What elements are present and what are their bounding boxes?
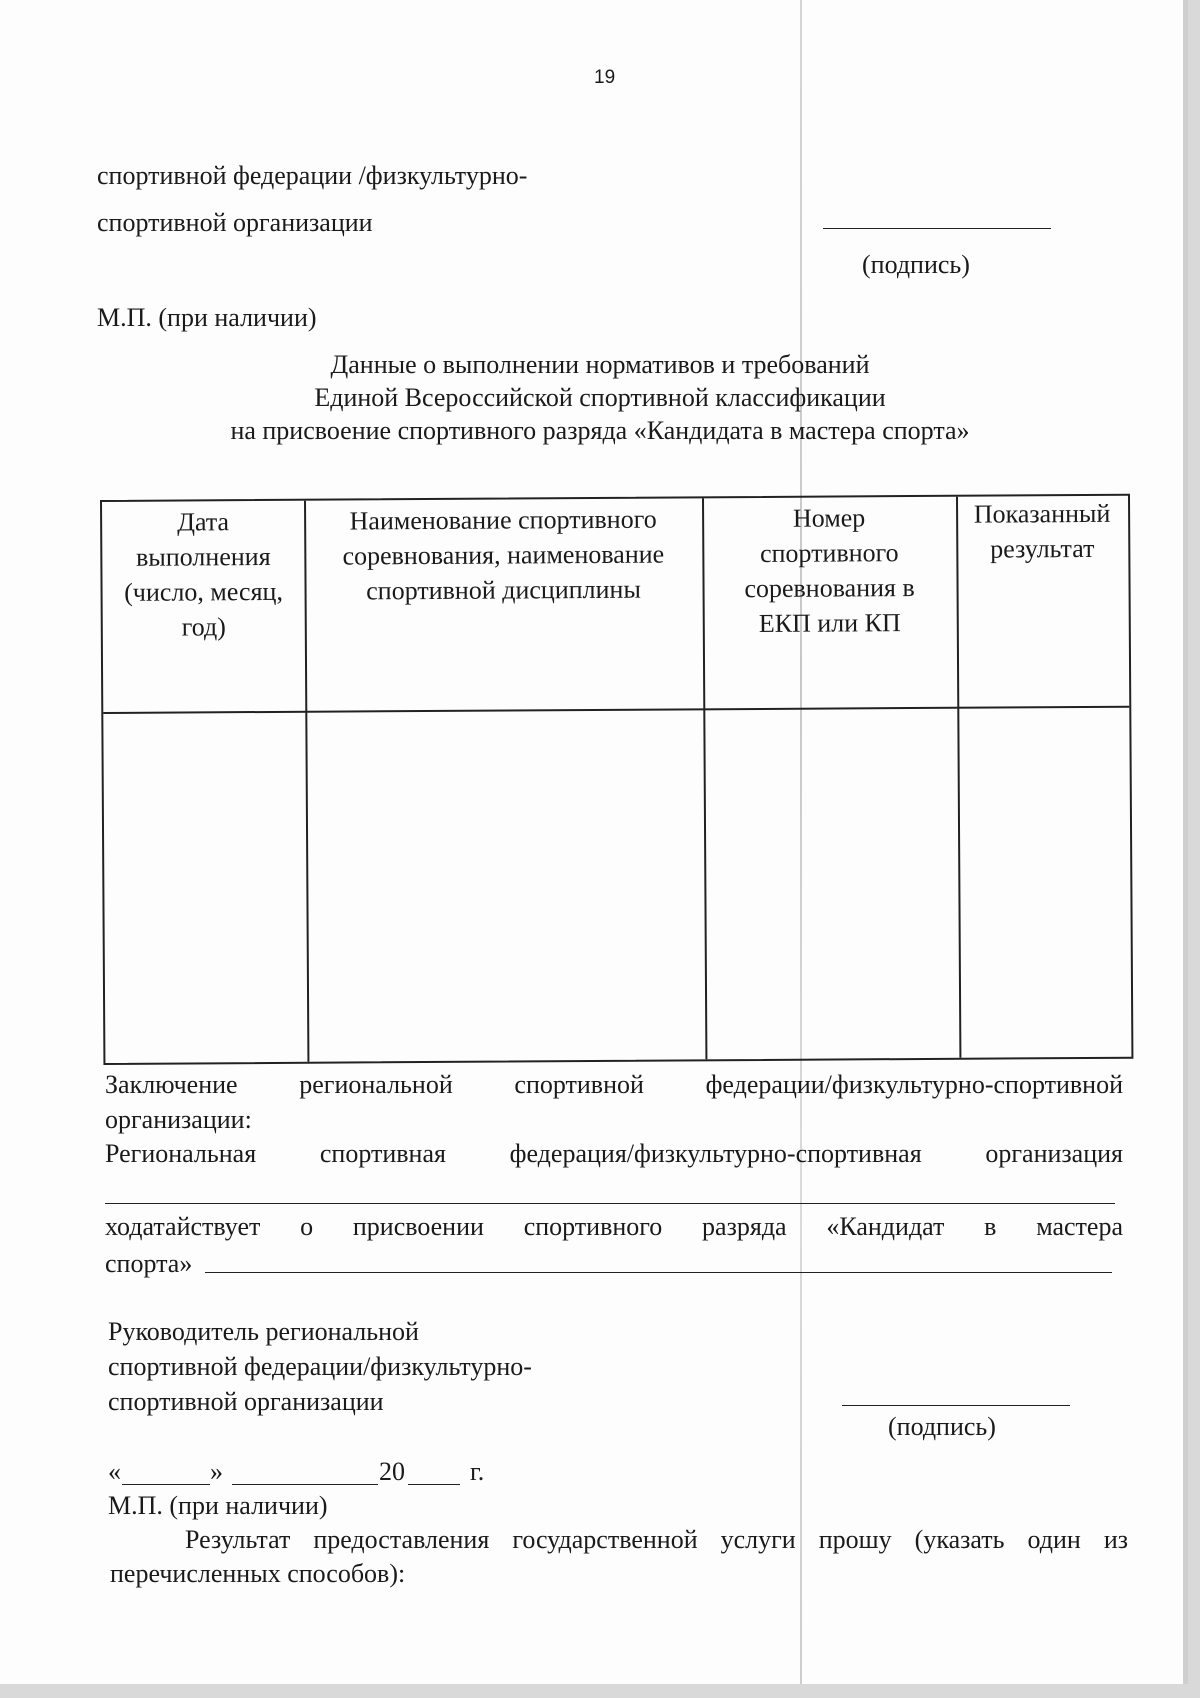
final-paragraph-line-1: Результат предоставления государственной услуги прошу (указать один из bbox=[185, 1525, 1128, 1554]
heading-line-3: на присвоение спортивного разряда «Кандидата в мастера спорта» bbox=[230, 416, 970, 445]
conclusion-line-1: Заключение региональной спортивной федерации/физкультурно-спортивной bbox=[105, 1070, 1123, 1099]
top-signature-caption: (подпись) bbox=[862, 250, 970, 279]
conclusion-line-3: Региональная спортивная федерация/физкультурно-спортивная организация bbox=[105, 1139, 1123, 1168]
heading-line-1: Данные о выполнении нормативов и требований bbox=[330, 350, 870, 379]
top-org-line-1: спортивной федерации /физкультурно- bbox=[97, 161, 528, 190]
organization-name-line[interactable] bbox=[105, 1203, 1115, 1204]
results-table bbox=[100, 494, 1133, 1065]
top-stamp-note: М.П. (при наличии) bbox=[97, 303, 317, 332]
head-line-3: спортивной организации bbox=[108, 1387, 384, 1416]
heading-line-2: Единой Всероссийской спортивной классификации bbox=[314, 383, 886, 412]
table-cell-date[interactable] bbox=[103, 713, 307, 1063]
conclusion-line-5: спорта» bbox=[105, 1249, 193, 1278]
head-stamp-note: М.П. (при наличии) bbox=[108, 1491, 328, 1520]
date-open-quote: « bbox=[108, 1457, 121, 1486]
page-edge bbox=[1183, 0, 1188, 1684]
petition-fill-line[interactable] bbox=[205, 1272, 1112, 1273]
table-cell-competition[interactable] bbox=[307, 710, 705, 1061]
table-cell-result[interactable] bbox=[959, 708, 1131, 1058]
conclusion-line-4: ходатайствует о присвоении спортивного разряда «Кандидат в мастера bbox=[105, 1212, 1123, 1241]
top-signature-line bbox=[823, 228, 1051, 229]
column-header-date: Дата выполнения (число, месяц, год) bbox=[124, 507, 284, 642]
page-number: 19 bbox=[594, 67, 616, 88]
date-year-prefix: 20 bbox=[379, 1457, 405, 1486]
column-header-result: Показанный результат bbox=[973, 498, 1111, 564]
date-close-quote: » bbox=[210, 1457, 223, 1486]
top-org-line-2: спортивной организации bbox=[97, 208, 373, 237]
date-year-field[interactable] bbox=[408, 1484, 460, 1485]
date-year-suffix: г. bbox=[470, 1457, 485, 1486]
head-line-2: спортивной федерации/физкультурно- bbox=[108, 1352, 532, 1381]
table-cell-ekp-number[interactable] bbox=[705, 709, 959, 1060]
final-paragraph-line-2: перечисленных способов): bbox=[110, 1559, 406, 1588]
column-header-ekp-number: Номер спортивного соревнования в ЕКП или КП bbox=[744, 503, 915, 638]
date-day-field[interactable] bbox=[122, 1484, 210, 1485]
conclusion-line-2: организации: bbox=[105, 1105, 252, 1134]
column-header-competition: Наименование спортивного соревнования, наименование спортивной дисциплины bbox=[342, 504, 665, 606]
head-signature-caption: (подпись) bbox=[888, 1412, 996, 1441]
head-signature-line[interactable] bbox=[842, 1405, 1070, 1406]
head-line-1: Руководитель региональной bbox=[108, 1317, 419, 1346]
date-month-field[interactable] bbox=[232, 1484, 378, 1485]
